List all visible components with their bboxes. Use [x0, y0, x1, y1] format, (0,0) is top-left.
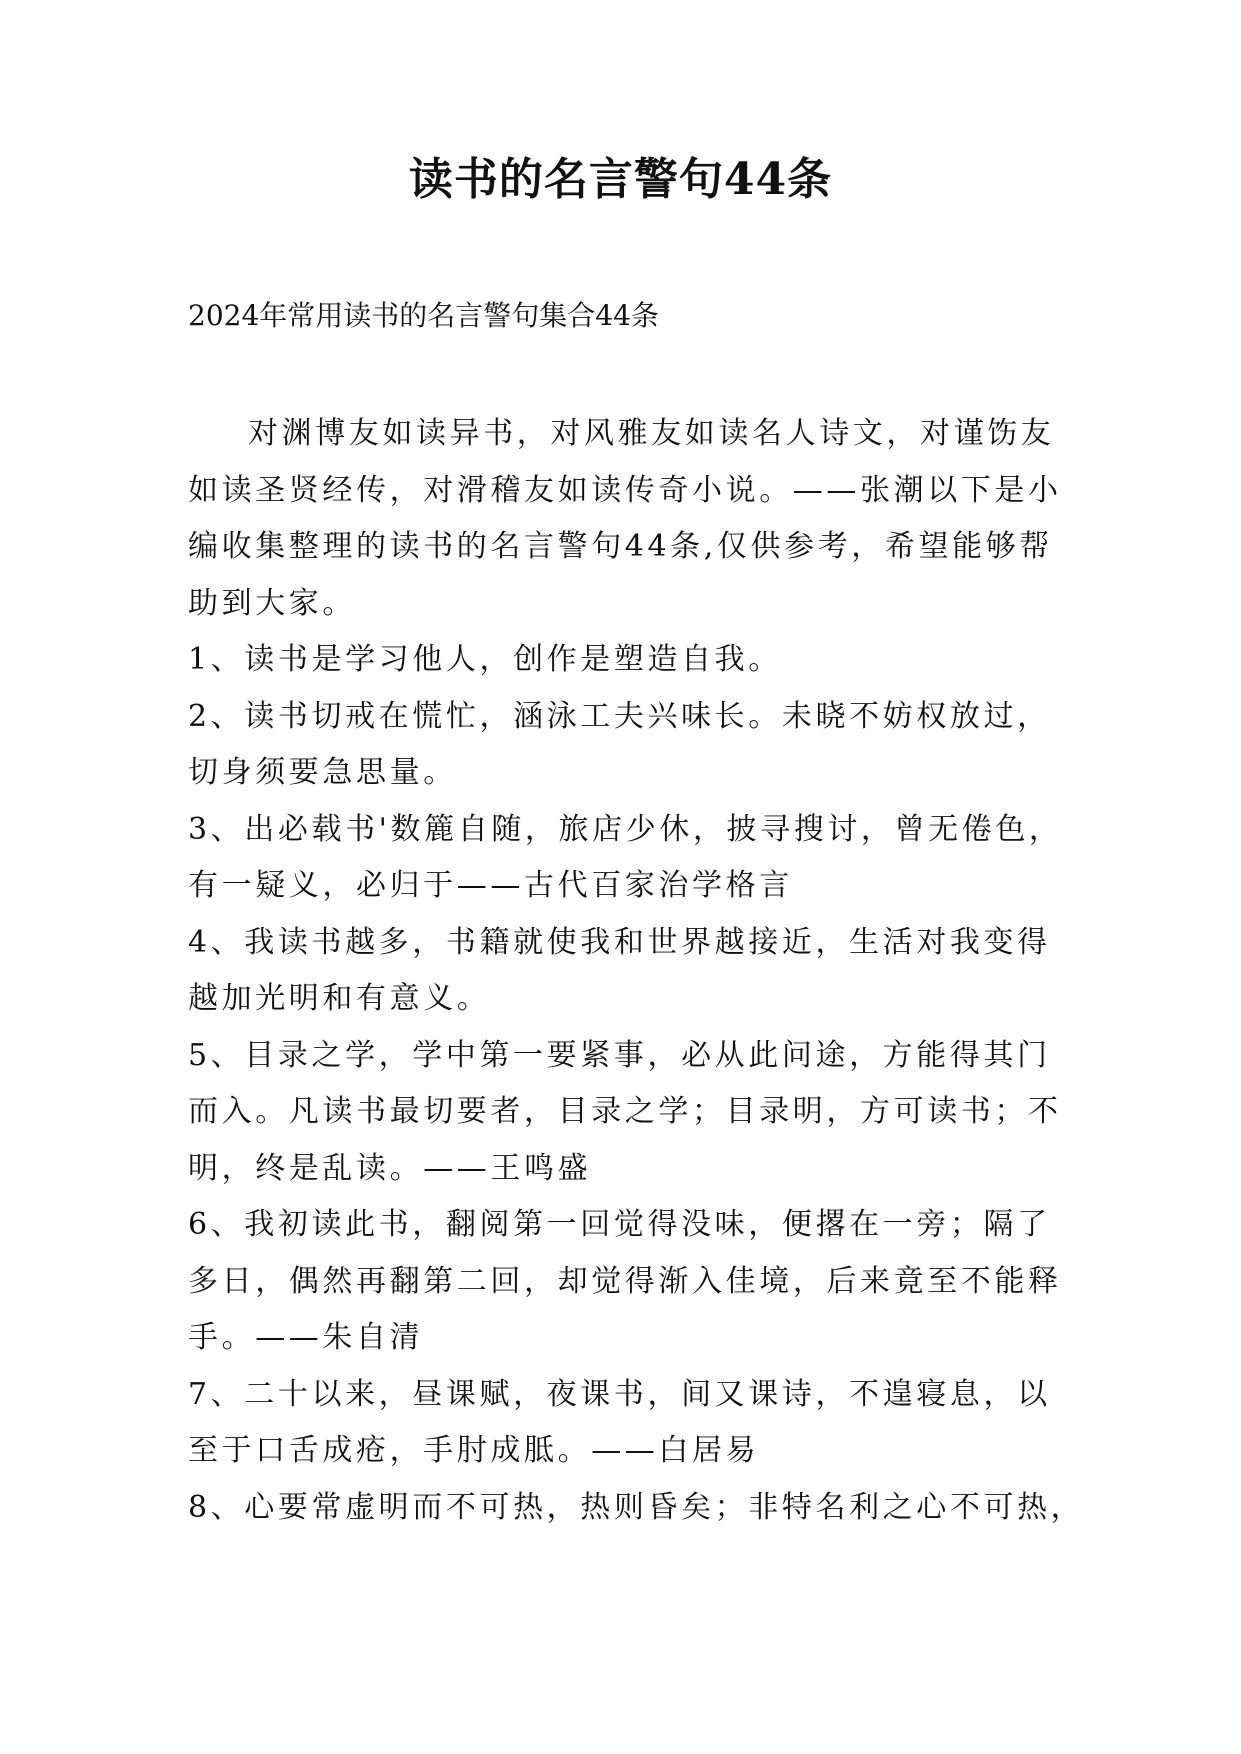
intro-line: 编收集整理的读书的名言警句44条,仅供参考，希望能够帮: [188, 529, 1053, 564]
quote-line: 2、读书切戒在慌忙，涵泳工夫兴味长。未晓不妨权放过，: [188, 698, 1051, 734]
quote-line: 5、目录之学，学中第一要紧事，必从此问途，方能得其门: [188, 1037, 1051, 1073]
quote-line: 7、二十以来，昼课赋，夜课书，间又课诗，不遑寝息，以: [188, 1376, 1051, 1412]
document-title: 读书的名言警句44条: [408, 154, 833, 205]
document-subtitle: 2024年常用读书的名言警句集合44条: [188, 299, 659, 332]
quote-line: 明，终是乱读。——王鸣盛: [188, 1150, 592, 1186]
quote-line: 而入。凡读书最切要者，目录之学；目录明，方可读书；不: [188, 1094, 1062, 1129]
intro-line: 助到大家。: [188, 585, 356, 621]
quote-line: 6、我初读此书，翻阅第一回觉得没味，便撂在一旁；隔了: [188, 1207, 1051, 1242]
quote-line: 4、我读书越多，书籍就使我和世界越接近，生活对我变得: [188, 924, 1051, 960]
intro-line: 对渊博友如读异书，对风雅友如读名人诗文，对谨饬友: [248, 416, 1055, 451]
quote-line: 3、出必载书'数簏自随，旅店少休，披寻搜讨，曾无倦色，: [188, 811, 1063, 847]
quote-line: 手。——朱自清: [188, 1320, 424, 1355]
quote-line: 越加光明和有意义。: [188, 981, 491, 1016]
quote-line: 有一疑义，必归于——古代百家治学格言: [188, 868, 793, 903]
quote-line: 切身须要急思量。: [188, 755, 457, 790]
quote-line: 多日，偶然再翻第二回，却觉得渐入佳境，后来竟至不能释: [188, 1263, 1062, 1299]
quote-line: 1、读书是学习他人，创作是塑造自我。: [188, 642, 782, 677]
quote-line: 8、心要常虚明而不可热，热则昏矣；非特名利之心不可热，: [188, 1489, 1085, 1525]
quote-line: 至于口舌成疮，手肘成胝。——白居易: [188, 1433, 760, 1468]
document-body: [188, 406, 1085, 1536]
intro-line: 如读圣贤经传，对滑稽友如读传奇小说。——张潮以下是小: [188, 472, 1062, 508]
